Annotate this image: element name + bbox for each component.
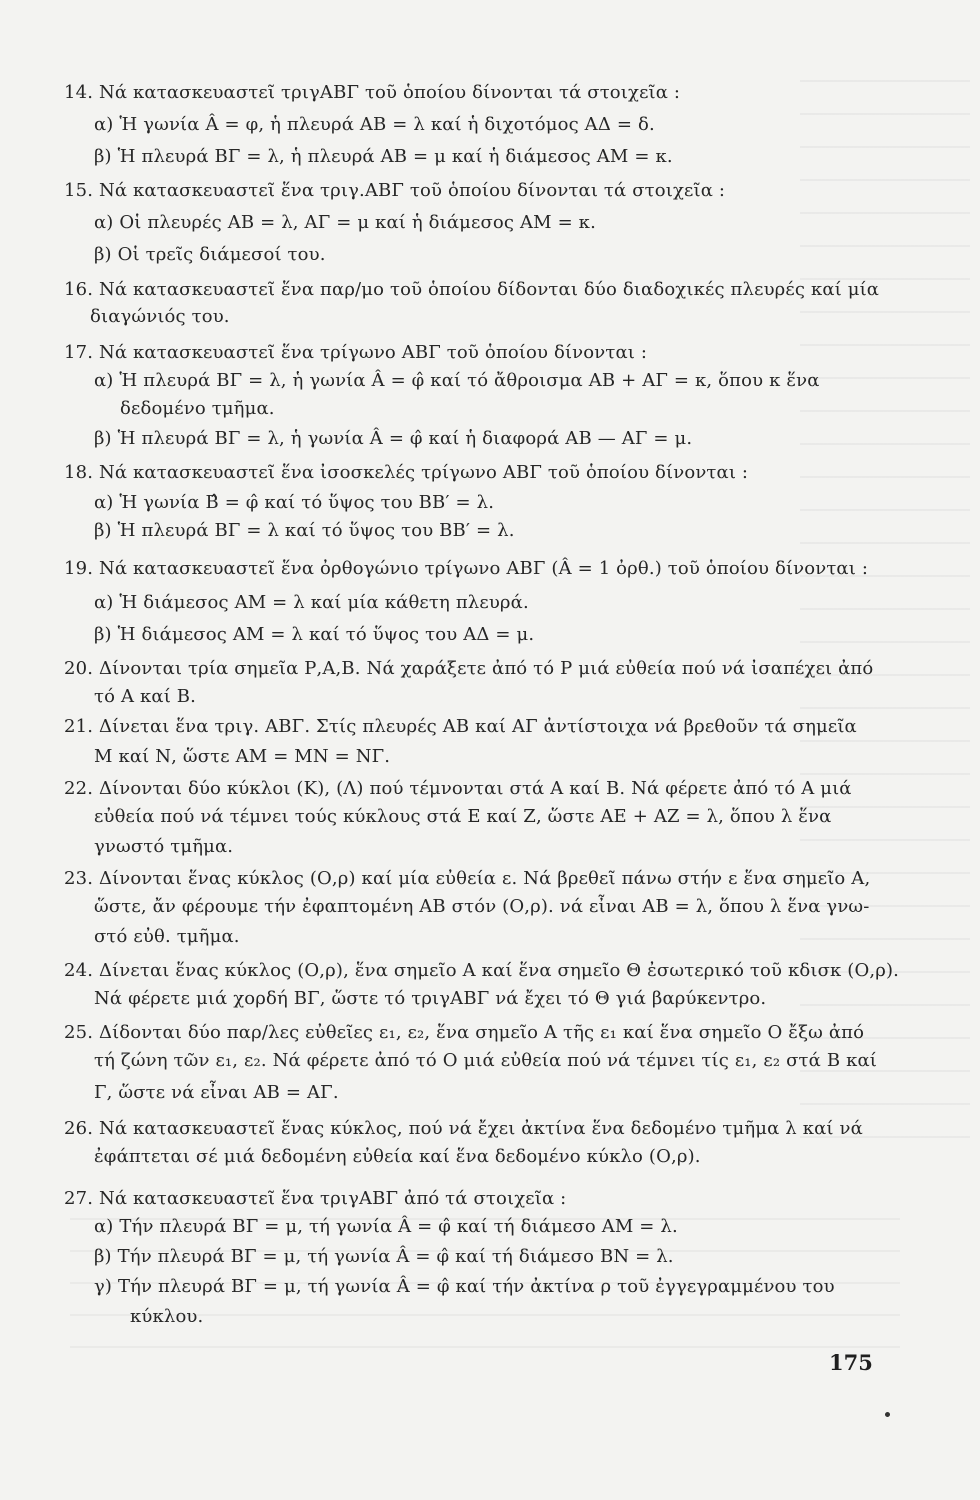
- problem-20-line-1: [64, 658, 873, 680]
- problem-text: Νά κατασκευαστεῖ ἕνα παρ/μο τοῦ ὁποίου δίδονται δύο διαδοχικές πλευρές καί μία: [98, 279, 880, 300]
- problem-18-line-1: [64, 462, 748, 484]
- problem-17-line-3: δεδομένο τμῆμα.: [120, 398, 275, 419]
- problem-25-line-3: Γ, ὥστε νά εἶναι ΑΒ = ΑΓ.: [94, 1082, 339, 1103]
- problem-number: 26.: [64, 1118, 94, 1139]
- problem-14-line-3: β) Ἡ πλευρά ΒΓ = λ, ἡ πλευρά ΑΒ = μ καί ἡ διάμεσος ΑΜ = κ.: [94, 146, 673, 167]
- problem-19-line-1: [64, 558, 868, 580]
- problem-text: Δίδονται δύο παρ/λες εὐθεῖες ε₁, ε₂, ἕνα σημεῖο Α τῆς ε₁ καί ἕνα σημεῖο Ο ἔξω ἀπό: [98, 1022, 865, 1043]
- problem-25-line-2: τή ζώνη τῶν ε₁, ε₂. Νά φέρετε ἀπό τό Ο μιά εὐθεία πού νά τέμνει τίς ε₁, ε₂ στά Β καί: [94, 1050, 877, 1071]
- problem-number: 18.: [64, 462, 94, 483]
- problem-number: 22.: [64, 778, 94, 799]
- problem-18-line-3: β) Ἡ πλευρά ΒΓ = λ καί τό ὕψος του ΒΒ′ = λ.: [94, 520, 515, 541]
- problem-26-line-2: ἐφάπτεται σέ μιά δεδομένη εὐθεία καί ἕνα δεδομένο κύκλο (Ο,ρ).: [94, 1146, 701, 1167]
- problem-number: 23.: [64, 868, 94, 889]
- problem-number: 15.: [64, 180, 94, 201]
- problem-20-line-2: τό Α καί Β.: [94, 686, 197, 707]
- problem-23-line-3: στό εὐθ. τμῆμα.: [94, 926, 240, 947]
- problem-17-line-4: β) Ἡ πλευρά ΒΓ = λ, ἡ γωνία Â = φ̂ καί ἡ διαφορά ΑΒ — ΑΓ = μ.: [94, 428, 693, 449]
- problem-23-line-2: ὥστε, ἄν φέρουμε τήν ἐφαπτομένη ΑΒ στόν (Ο,ρ). νά εἶναι ΑΒ = λ, ὅπου λ ἕνα γνω-: [94, 896, 870, 917]
- problem-17-line-1: [64, 342, 647, 364]
- problem-14-line-1: [64, 82, 680, 104]
- ink-mark: [884, 1411, 890, 1417]
- problem-22-line-1: [64, 778, 852, 800]
- problem-text: Δίνονται τρία σημεῖα Ρ,Α,Β. Νά χαράξετε ἀπό τό Ρ μιά εὐθεία πού νά ἰσαπέχει ἀπό: [98, 658, 874, 679]
- problem-text: Νά κατασκευαστεῖ τριγΑΒΓ τοῦ ὁποίου δίνονται τά στοιχεῖα :: [98, 82, 681, 103]
- problem-text: Νά κατασκευαστεῖ ἕνα ὀρθογώνιο τρίγωνο ΑΒΓ (Â = 1 ὀρθ.) τοῦ ὁποίου δίνονται :: [98, 558, 869, 579]
- problem-text: Νά κατασκευαστεῖ ἕνα τριγ.ΑΒΓ τοῦ ὁποίου δίνονται τά στοιχεῖα :: [98, 180, 726, 201]
- problem-19-line-3: β) Ἡ διάμεσος ΑΜ = λ καί τό ὕψος του ΑΔ = μ.: [94, 624, 535, 645]
- problem-15-line-2: α) Οἱ πλευρές ΑΒ = λ, ΑΓ = μ καί ἡ διάμεσος ΑΜ = κ.: [94, 212, 596, 233]
- problem-text: Νά κατασκευαστεῖ ἕνα τρίγωνο ΑΒΓ τοῦ ὁποίου δίνονται :: [98, 342, 648, 363]
- problem-number: 21.: [64, 716, 94, 737]
- problem-text: Δίνονται δύο κύκλοι (Κ), (Λ) πού τέμνονται στά Α καί Β. Νά φέρετε ἀπό τό Α μιά: [98, 778, 852, 799]
- problem-24-line-1: [64, 960, 899, 982]
- problem-25-line-1: [64, 1022, 864, 1044]
- problem-text: Δίνονται ἕνας κύκλος (Ο,ρ) καί μία εὐθεία ε. Νά βρεθεῖ πάνω στήν ε ἕνα σημεῖο Α,: [98, 868, 871, 889]
- page-number: 175: [829, 1350, 873, 1375]
- problem-26-line-1: [64, 1118, 863, 1140]
- problem-23-line-1: [64, 868, 870, 890]
- problem-21-line-2: Μ καί Ν, ὥστε ΑΜ = ΜΝ = ΝΓ.: [94, 746, 391, 767]
- problem-15-line-1: [64, 180, 725, 202]
- problem-number: 25.: [64, 1022, 94, 1043]
- problem-27-line-4: γ) Τήν πλευρά ΒΓ = μ, τή γωνία Â = φ̂ καί τήν ἀκτίνα ρ τοῦ ἐγγεγραμμένου του: [94, 1276, 835, 1297]
- problem-number: 27.: [64, 1188, 94, 1209]
- problem-22-line-2: εὐθεία πού νά τέμνει τούς κύκλους στά Ε καί Ζ, ὥστε ΑΕ + ΑΖ = λ, ὅπου λ ἕνα: [94, 806, 832, 827]
- problem-number: 14.: [64, 82, 94, 103]
- problem-number: 24.: [64, 960, 94, 981]
- problem-text: Δίνεται ἕνα τριγ. ΑΒΓ. Στίς πλευρές ΑΒ καί ΑΓ ἀντίστοιχα νά βρεθοῦν τά σημεῖα: [98, 716, 857, 737]
- problem-number: 20.: [64, 658, 94, 679]
- problem-27-line-2: α) Τήν πλευρά ΒΓ = μ, τή γωνία Â = φ̂ καί τή διάμεσο ΑΜ = λ.: [94, 1216, 678, 1237]
- problem-19-line-2: α) Ἡ διάμεσος ΑΜ = λ καί μία κάθετη πλευρά.: [94, 592, 529, 613]
- problem-22-line-3: γνωστό τμῆμα.: [94, 836, 234, 857]
- problem-number: 16.: [64, 279, 94, 300]
- problem-27-line-5: κύκλου.: [130, 1306, 204, 1327]
- problem-text: Νά κατασκευαστεῖ ἕνα τριγΑΒΓ ἀπό τά στοιχεῖα :: [98, 1188, 567, 1209]
- problem-17-line-2: α) Ἡ πλευρά ΒΓ = λ, ἡ γωνία Â = φ̂ καί τό ἄθροισμα ΑΒ + ΑΓ = κ, ὅπου κ ἕνα: [94, 370, 820, 391]
- problem-number: 19.: [64, 558, 94, 579]
- problem-18-line-2: α) Ἡ γωνία Β̂ = φ̂ καί τό ὕψος του ΒΒ′ = λ.: [94, 492, 495, 513]
- problem-27-line-3: β) Τήν πλευρά ΒΓ = μ, τή γωνία Â = φ̂ καί τή διάμεσο ΒΝ = λ.: [94, 1246, 674, 1267]
- problem-text: Νά κατασκευαστεῖ ἕνα ἰσοσκελές τρίγωνο ΑΒΓ τοῦ ὁποίου δίνονται :: [98, 462, 749, 483]
- problem-27-line-1: [64, 1188, 566, 1210]
- problem-21-line-1: [64, 716, 857, 738]
- problem-number: 17.: [64, 342, 94, 363]
- problem-24-line-2: Νά φέρετε μιά χορδή ΒΓ, ὥστε τό τριγΑΒΓ νά ἔχει τό Θ γιά βαρύκεντρο.: [94, 988, 767, 1009]
- problem-14-line-2: α) Ἡ γωνία Â = φ, ἡ πλευρά ΑΒ = λ καί ἡ διχοτόμος ΑΔ = δ.: [94, 114, 655, 135]
- problem-text: Νά κατασκευαστεῖ ἕνας κύκλος, πού νά ἔχει ἀκτίνα ἕνα δεδομένο τμῆμα λ καί νά: [98, 1118, 863, 1139]
- problem-16-line-2: διαγώνιός του.: [90, 306, 230, 327]
- problem-text: Δίνεται ἕνας κύκλος (Ο,ρ), ἕνα σημεῖο Α καί ἕνα σημεῖο Θ ἐσωτερικό τοῦ κδισκ (Ο,ρ).: [98, 960, 900, 981]
- problem-15-line-3: β) Οἱ τρεῖς διάμεσοί του.: [94, 244, 326, 265]
- problem-16-line-1: [64, 279, 879, 301]
